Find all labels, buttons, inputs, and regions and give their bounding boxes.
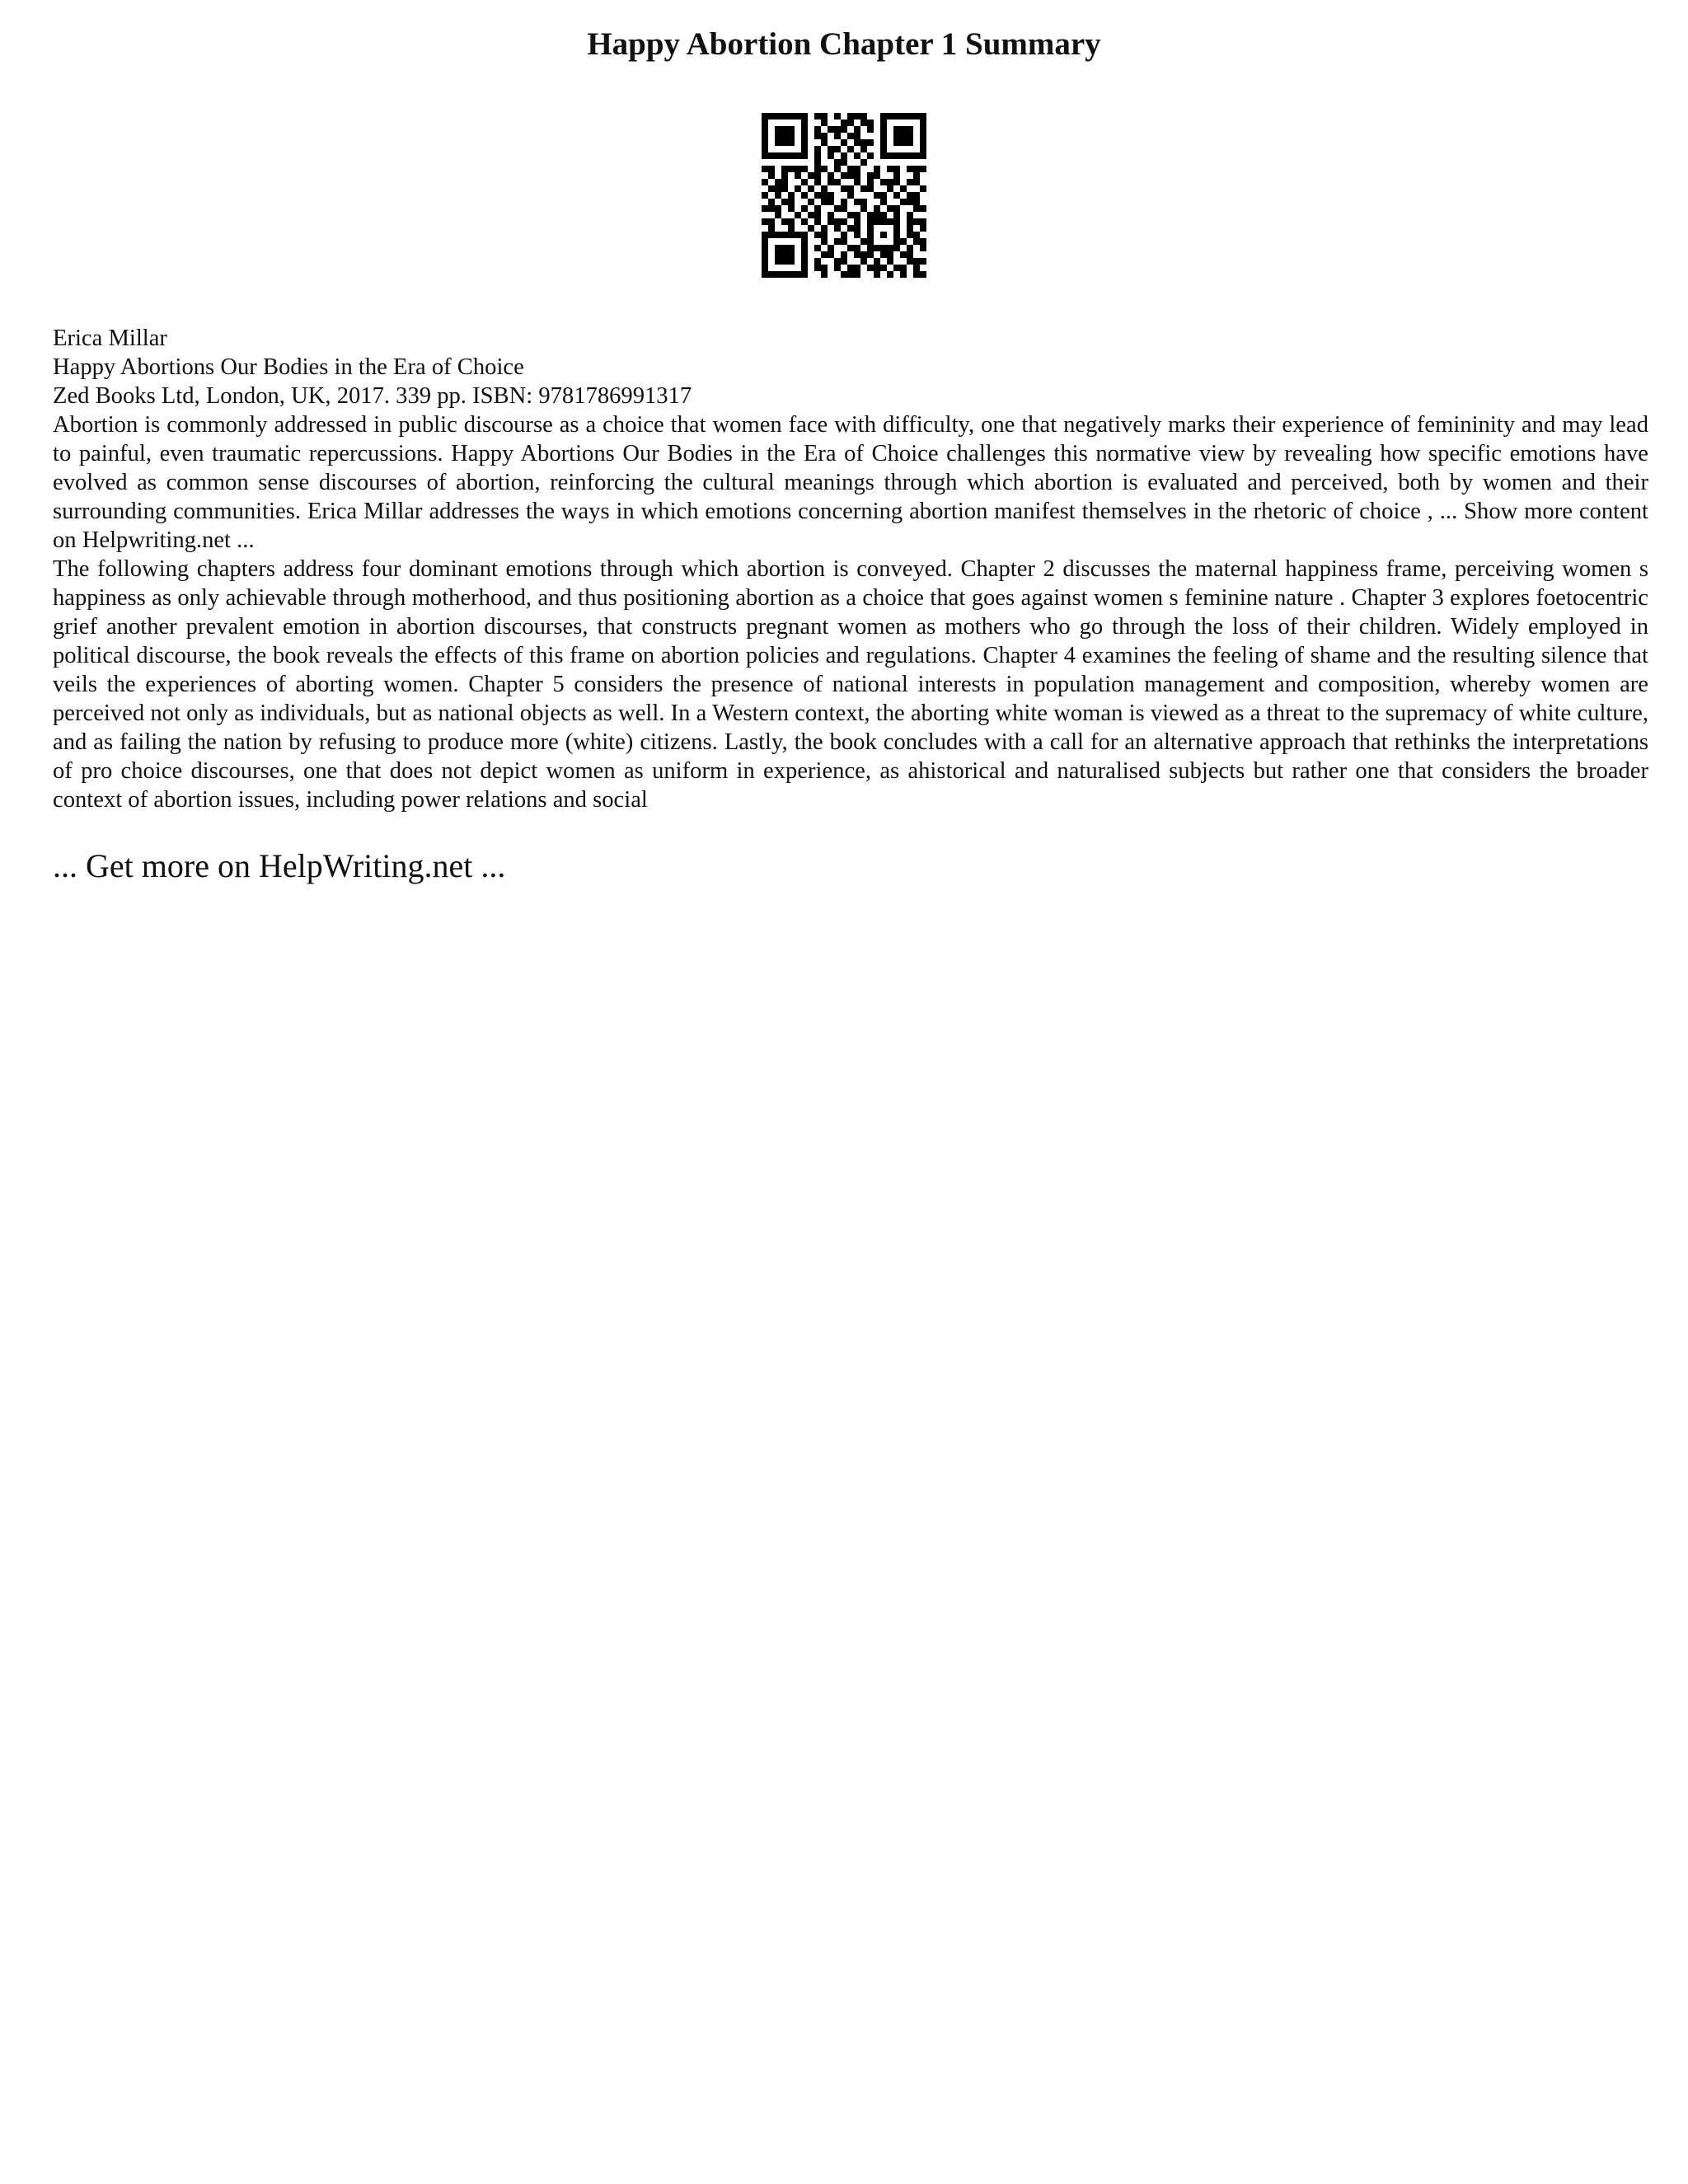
page-title: Happy Abortion Chapter 1 Summary (587, 26, 1101, 62)
chapters-paragraph: The following chapters address four dominant emotions through which abortion is conveyed. Chapter 2 discusses the maternal happiness frame, perceiving women s happiness as only achievable through motherhood, and thus positioning abortion as a choice that goes against women s feminine nature . Chapter 3 explores foetocentric grief another prevalent emotion in abortion discourses, that constructs pregnant women as mothers who go through the loss of their children. Widely employed in political discourse, the book reveals the effects of this frame on abortion policies and regulations. Chapter 4 examines the feeling of shame and the resulting silence that veils the experiences of aborting women. Chapter 5 considers the presence of national interests in population management and composition, whereby women are perceived not only as individuals, but as national objects as well. In a Western context, the aborting white woman is viewed as a threat to the supremacy of white culture, and as failing the nation by refusing to produce more (white) citizens. Lastly, the book concludes with a call for an alternative approach that rethinks the interpretations of pro choice discourses, one that does not depict women as uniform in experience, as ahistorical and naturalised subjects but rather one that considers the broader context of abortion issues, including power relations and social (53, 556, 1648, 813)
publication-info: Zed Books Ltd, London, UK, 2017. 339 pp. ISBN: 9781786991317 (53, 383, 692, 409)
document-body (53, 324, 1648, 814)
get-more-link[interactable]: ... Get more on HelpWriting.net ... (53, 847, 506, 884)
book-title: Happy Abortions Our Bodies in the Era of Choice (53, 354, 524, 380)
intro-text: Abortion is commonly addressed in public discourse as a choice that women face with difficulty, one that negatively marks their experience of femininity and may lead to painful, even traumatic repercussions. Happy Abortions Our Bodies in the Era of Choice challenges this normative view by revealing how specific emotions have evolved as common sense discourses of abortion, reinforcing the cultural meanings through which abortion is evaluated and perceived, both by women and their surrounding communities. Erica Millar addresses the ways in which emotions concerning abortion manifest themselves in the rhetoric of choice , (53, 412, 1648, 524)
intro-paragraph (53, 410, 1648, 555)
qr-code-graphic (762, 113, 926, 278)
qr-code-icon (762, 113, 926, 278)
show-more-link[interactable]: ... Show more content on Helpwriting.net ... (53, 499, 1648, 553)
author-name: Erica Millar (53, 326, 167, 351)
